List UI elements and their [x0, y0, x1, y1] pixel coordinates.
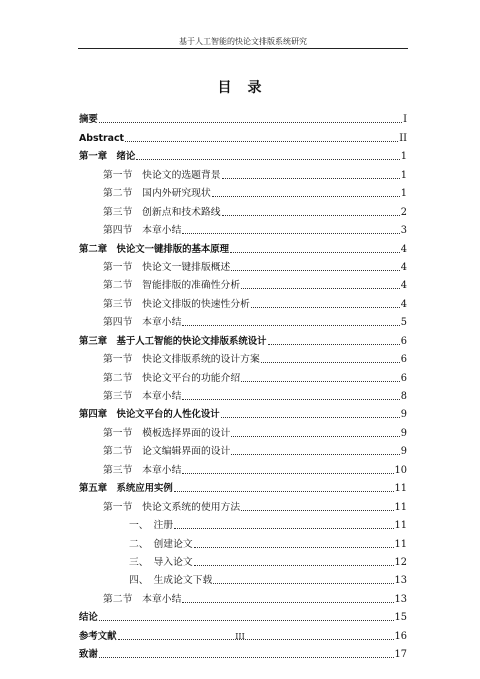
dot-leader — [231, 454, 399, 455]
dot-leader — [241, 381, 400, 382]
dot-leader — [222, 215, 400, 216]
toc-entry-page-number: 16 — [394, 630, 407, 642]
toc-entry[interactable] — [79, 551, 407, 569]
toc-entry-label: 第一章 绪论 — [79, 151, 136, 163]
toc-entry-page-number: 10 — [394, 464, 407, 476]
toc-entry-label: 第二节 国内外研究现状 — [103, 188, 211, 200]
dot-leader — [174, 528, 393, 529]
toc-entry-page-number: 9 — [400, 446, 407, 458]
dot-leader — [222, 178, 400, 179]
toc-entry-label: 第一节 快论文一键排版概述 — [103, 261, 231, 273]
toc-entry[interactable] — [79, 200, 407, 218]
dot-leader — [194, 565, 394, 566]
toc-entry-label: 四、 生成论文下载 — [129, 575, 213, 587]
toc-entry-page-number: 8 — [400, 391, 407, 402]
toc-entry-page-number: 15 — [394, 612, 407, 624]
toc-entry-page-number: 6 — [400, 372, 407, 384]
toc-entry[interactable] — [79, 477, 407, 495]
toc-entry-label: 致谢 — [79, 649, 98, 661]
page-number: III — [235, 632, 245, 641]
dot-leader — [182, 233, 399, 234]
toc-entry[interactable] — [79, 606, 407, 624]
toc-entry[interactable] — [79, 348, 407, 366]
dot-leader — [125, 141, 398, 142]
toc-entry-page-number: 5 — [400, 317, 407, 329]
toc-entry[interactable] — [79, 385, 407, 403]
toc-entry[interactable] — [79, 163, 407, 181]
toc-entry-page-number: 1 — [400, 169, 407, 181]
toc-entry-page-number: 11 — [394, 501, 407, 513]
toc-entry-page-number: 11 — [394, 483, 407, 495]
toc-entry-page-number: 4 — [400, 280, 407, 292]
toc-entry-label: Abstract — [79, 132, 125, 144]
toc-entry-label: 第二节 论文编辑界面的设计 — [103, 446, 231, 458]
dot-leader — [182, 399, 399, 400]
toc-entry-label: 第三节 快论文排版的快速性分析 — [103, 298, 250, 310]
dot-leader — [221, 417, 400, 418]
dot-leader — [194, 547, 394, 548]
toc-entry-label: 参考文献 — [79, 630, 117, 642]
dot-leader — [99, 620, 394, 621]
dot-leader — [231, 436, 399, 437]
toc-title: 目 录 — [217, 80, 263, 96]
toc-entry-label: 第五章 系统应用实例 — [79, 483, 173, 495]
toc-entry[interactable] — [79, 219, 407, 237]
toc-entry-label: 第一节 快论文排版系统的设计方案 — [103, 354, 260, 366]
dot-leader — [268, 344, 400, 345]
toc-entry-page-number: 9 — [400, 427, 407, 439]
toc-list — [79, 108, 407, 661]
toc-entry-page-number: 6 — [400, 354, 407, 366]
dot-leader — [241, 288, 400, 289]
dot-leader — [212, 196, 400, 197]
dot-leader — [99, 122, 402, 123]
dot-leader — [182, 602, 393, 603]
toc-entry[interactable] — [79, 274, 407, 292]
toc-entry[interactable] — [79, 108, 407, 126]
toc-entry[interactable] — [79, 569, 407, 587]
toc-entry-label: 第四章 快论文平台的人性化设计 — [79, 409, 220, 421]
dot-leader — [182, 473, 393, 474]
toc-entry-page-number: 13 — [394, 593, 407, 605]
toc-entry-page-number: 11 — [394, 538, 407, 550]
toc-entry[interactable] — [79, 126, 407, 144]
dot-leader — [136, 159, 400, 160]
toc-entry-page-number: 11 — [394, 520, 407, 532]
toc-entry-page-number: 4 — [400, 261, 407, 273]
dot-leader — [182, 325, 399, 326]
toc-entry[interactable] — [79, 514, 407, 532]
toc-entry[interactable] — [79, 311, 407, 329]
toc-entry[interactable] — [79, 145, 407, 163]
dot-leader — [230, 252, 400, 253]
toc-entry-page-number: 6 — [400, 335, 407, 347]
toc-entry-page-number: 1 — [400, 188, 407, 200]
toc-entry[interactable] — [79, 366, 407, 384]
toc-entry-label: 第三节 创新点和技术路线 — [103, 206, 221, 218]
toc-entry-label: 第一节 模板选择界面的设计 — [103, 427, 231, 439]
toc-entry[interactable] — [79, 256, 407, 274]
header-rule — [78, 48, 408, 49]
toc-entry-label: 摘要 — [79, 114, 98, 126]
dot-leader — [251, 307, 400, 308]
dot-leader — [213, 583, 393, 584]
dot-leader — [261, 362, 400, 363]
dot-leader — [174, 491, 394, 492]
dot-leader — [241, 510, 393, 511]
toc-entry-label: 二、 创建论文 — [129, 538, 193, 550]
toc-entry-page-number: I — [403, 114, 407, 126]
dot-leader — [231, 270, 399, 271]
toc-entry[interactable] — [79, 587, 407, 605]
toc-entry-label: 第一节 快论文系统的使用方法 — [103, 501, 241, 513]
toc-entry-page-number: 1 — [400, 151, 407, 163]
toc-entry[interactable] — [79, 458, 407, 476]
toc-entry-label: 第四节 本章小结 — [103, 317, 182, 329]
toc-entry-label: 第三章 基于人工智能的快论文排版系统设计 — [79, 335, 267, 347]
toc-entry-label: 第二节 智能排版的准确性分析 — [103, 280, 241, 292]
toc-entry-label: 第三节 本章小结 — [103, 391, 182, 402]
toc-entry-label: 第二节 快论文平台的功能介绍 — [103, 372, 241, 384]
toc-entry[interactable] — [79, 495, 407, 513]
toc-entry[interactable] — [79, 643, 407, 661]
toc-entry-label: 第二章 快论文一键排版的基本原理 — [79, 243, 230, 255]
toc-entry-label: 第四节 本章小结 — [103, 225, 182, 237]
toc-entry-label: 三、 导入论文 — [129, 556, 193, 568]
running-header: 基于人工智能的快论文排版系统研究 — [179, 37, 307, 46]
toc-entry[interactable] — [79, 440, 407, 458]
toc-entry-page-number: 4 — [400, 298, 407, 310]
toc-entry-page-number: 4 — [400, 243, 407, 255]
toc-entry[interactable] — [79, 292, 407, 310]
toc-entry-label: 第一节 快论文的选题背景 — [103, 169, 221, 181]
toc-entry-page-number: II — [399, 132, 407, 144]
toc-entry-label: 第二节 本章小结 — [103, 593, 182, 605]
toc-entry-page-number: 9 — [400, 409, 407, 421]
toc-entry[interactable] — [79, 329, 407, 347]
toc-entry-label: 结论 — [79, 612, 98, 624]
toc-entry-page-number: 12 — [394, 556, 407, 568]
toc-entry[interactable] — [79, 421, 407, 439]
toc-entry[interactable] — [79, 182, 407, 200]
toc-entry-label: 一、 注册 — [129, 520, 174, 532]
toc-entry-label: 第三节 本章小结 — [103, 464, 182, 476]
toc-entry[interactable] — [79, 403, 407, 421]
toc-entry-page-number: 17 — [394, 649, 407, 661]
toc-entry-page-number: 13 — [394, 575, 407, 587]
toc-entry-page-number: 2 — [400, 206, 407, 218]
toc-entry[interactable] — [79, 237, 407, 255]
toc-entry[interactable] — [79, 532, 407, 550]
toc-entry-page-number: 3 — [400, 225, 407, 237]
dot-leader — [99, 657, 394, 658]
